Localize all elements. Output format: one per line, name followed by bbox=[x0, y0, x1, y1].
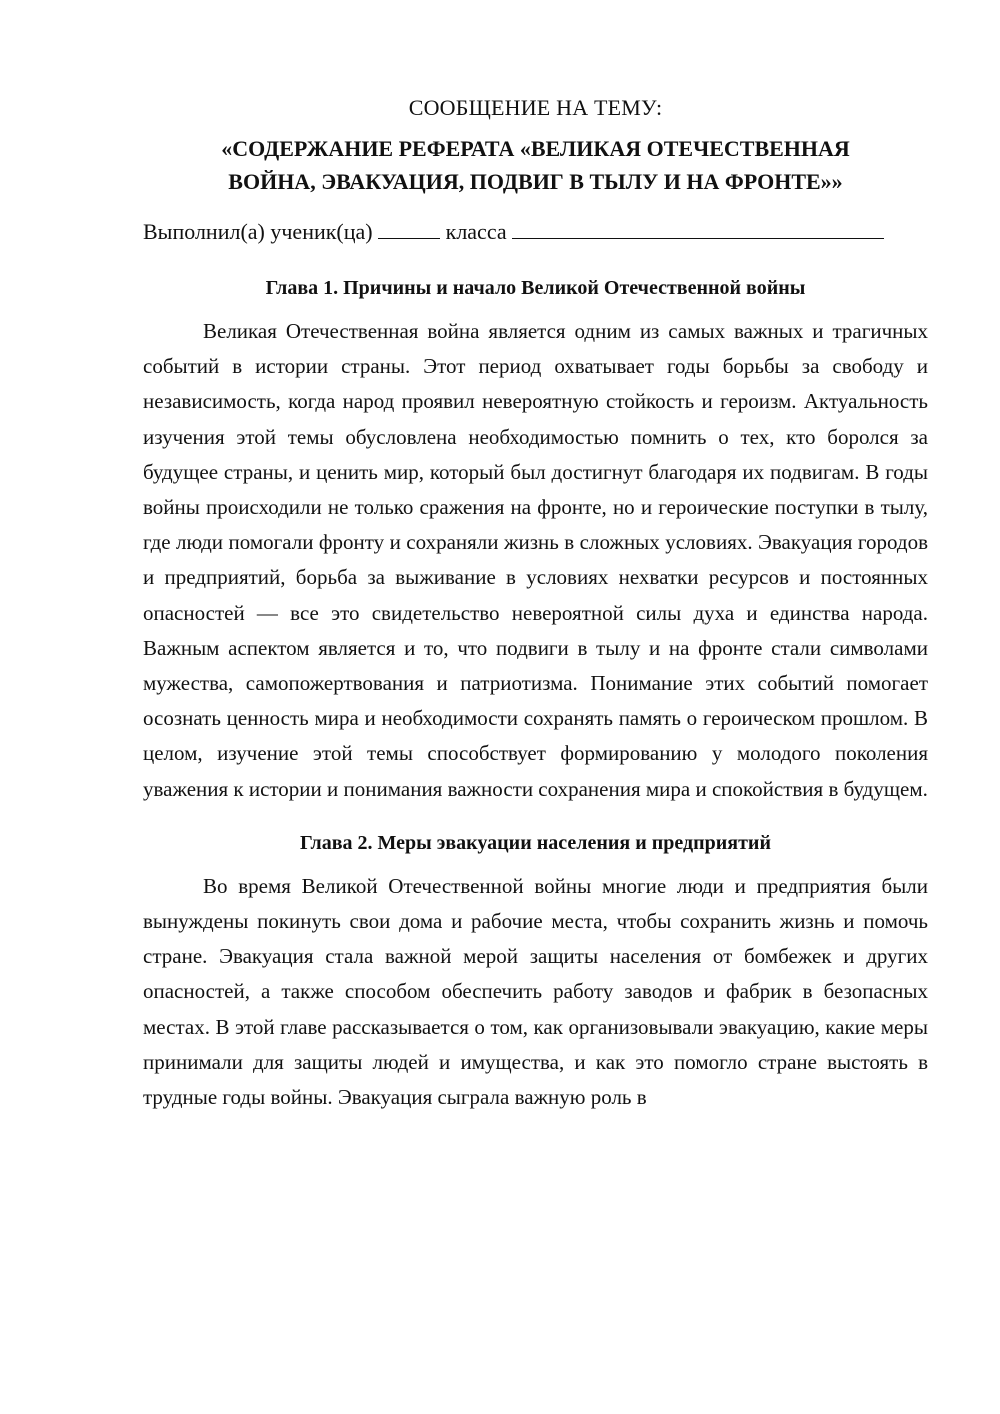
chapter-1-heading: Глава 1. Причины и начало Великой Отечественной войны bbox=[265, 277, 806, 299]
class-label: класса bbox=[445, 219, 507, 244]
chapter-2-heading: Глава 2. Меры эвакуации населения и предприятий bbox=[300, 831, 771, 854]
title-line-2: ВОЙНА, ЭВАКУАЦИЯ, ПОДВИГ В ТЫЛУ И НА ФРОНТЕ»» bbox=[228, 169, 843, 194]
author-label: Выполнил(а) ученик(ца) bbox=[143, 219, 373, 244]
class-number-blank bbox=[378, 214, 440, 239]
document-content bbox=[143, 88, 928, 1115]
student-name-blank bbox=[512, 214, 884, 239]
title-line-1: «СОДЕРЖАНИЕ РЕФЕРАТА «ВЕЛИКАЯ ОТЕЧЕСТВЕННАЯ bbox=[221, 136, 850, 161]
topic-line: СООБЩЕНИЕ НА ТЕМУ: bbox=[408, 95, 663, 120]
chapter-2-paragraph: Во время Великой Отечественной войны многие люди и предприятия были вынуждены покинуть свои дома и рабочие места, чтобы сохранить жизнь и помочь стране. Эвакуация стала важной мерой защиты населения от бомбежек и других опасностей, а также способом обеспечить работу заводов и фабрик в безопасных местах. В этой главе рассказывается о том, как организовывали эвакуацию, какие меры принимали для защиты людей и имущества, и как это помогло стране выстоять в трудные годы войны. Эвакуация сыграла важную роль в bbox=[143, 873, 928, 1110]
document-title bbox=[143, 132, 928, 198]
chapter-1-paragraph: Великая Отечественная война является одним из самых важных и трагичных событий в истории страны. Этот период охватывает годы борьбы за свободу и независимость, когда народ проявил невероятную стойкость и героизм. Актуальность изучения этой темы обусловлена необходимостью помнить о тех, кто боролся за будущее страны, и ценить мир, который был достигнут благодаря их подвигам. В годы войны происходили не только сражения на фронте, но и героические поступки в тылу, где люди помогали фронту и сохраняли жизнь в сложных условиях. Эвакуация городов и предприятий, борьба за выживание в условиях нехватки ресурсов и постоянных опасностей — все это свидетельство невероятной силы духа и единства народа. Важным аспектом является и то, что подвиги в тылу и на фронте стали символами мужества, самопожертвования и патриотизма. Понимание этих событий помогает осознать ценность мира и необходимости сохранять память о героическом прошлом. В целом, изучение этой темы способствует формированию у молодого поколения уважения к истории и понимания важности сохранения мира и спокойствия в будущем. bbox=[143, 319, 928, 801]
author-line bbox=[143, 212, 928, 252]
